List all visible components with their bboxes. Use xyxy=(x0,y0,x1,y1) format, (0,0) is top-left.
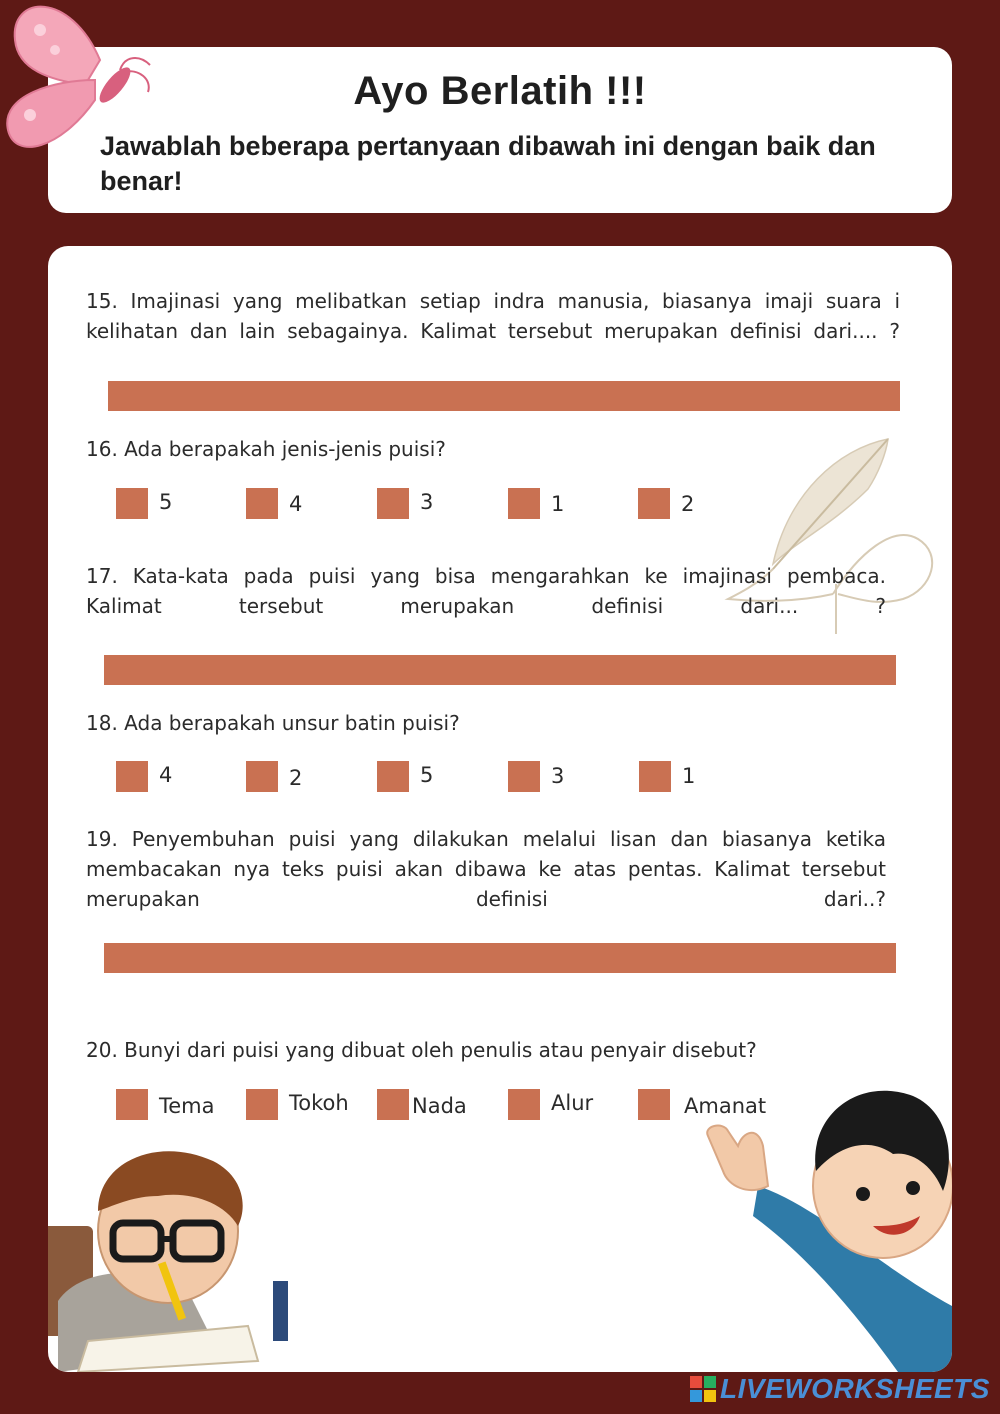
question-17: 17. Kata-kata pada puisi yang bisa mengarahkan ke imajinasi pembaca. Kalimat tersebut merupakan definisi dari... ? xyxy=(86,564,886,618)
checkbox[interactable] xyxy=(246,761,278,792)
checkbox[interactable] xyxy=(638,1089,670,1120)
waving-boy-illustration xyxy=(698,1076,952,1372)
butterfly-illustration xyxy=(0,0,160,160)
question-15: 15. Imajinasi yang melibatkan setiap indra manusia, biasanya imaji suara i kelihatan dan lain sebagainya. Kalimat tersebut merupakan definisi dari.... ? xyxy=(86,289,900,343)
checkbox[interactable] xyxy=(639,761,671,792)
option-label: 1 xyxy=(682,764,696,788)
option-label: 4 xyxy=(289,492,303,516)
question-18: 18. Ada berapakah unsur batin puisi? xyxy=(86,711,460,735)
checkbox[interactable] xyxy=(508,1089,540,1120)
checkbox[interactable] xyxy=(377,761,409,792)
answer-field-17[interactable] xyxy=(104,655,896,685)
answer-field-19[interactable] xyxy=(104,943,896,973)
option-label: 5 xyxy=(420,763,434,787)
option-label: 1 xyxy=(551,492,565,516)
option-label: Amanat xyxy=(684,1094,767,1118)
watermark-text: LIVEWORKSHEETS xyxy=(720,1373,990,1404)
option-label: 5 xyxy=(159,490,173,514)
student-writing-illustration xyxy=(48,1141,288,1372)
option-label: 3 xyxy=(551,764,565,788)
option-label: Tema xyxy=(159,1094,215,1118)
header-card xyxy=(48,47,952,213)
instructions-text: Jawablah beberapa pertanyaan dibawah ini dengan baik dan benar! xyxy=(100,131,876,196)
option-label: Nada xyxy=(412,1094,467,1118)
checkbox[interactable] xyxy=(246,1089,278,1120)
option-label: 3 xyxy=(420,490,434,514)
option-label: 2 xyxy=(681,492,695,516)
checkbox[interactable] xyxy=(377,488,409,519)
question-16: 16. Ada berapakah jenis-jenis puisi? xyxy=(86,437,446,461)
checkbox[interactable] xyxy=(116,1089,148,1120)
checkbox[interactable] xyxy=(638,488,670,519)
option-label: 4 xyxy=(159,763,173,787)
answer-field-15[interactable] xyxy=(108,381,900,411)
option-label: Alur xyxy=(551,1091,594,1115)
page-title: Ayo Berlatih !!! xyxy=(353,69,647,113)
liveworksheets-watermark xyxy=(690,1374,990,1404)
checkbox[interactable] xyxy=(246,488,278,519)
option-label: 2 xyxy=(289,766,303,790)
option-label: Tokoh xyxy=(289,1091,349,1115)
checkbox[interactable] xyxy=(508,761,540,792)
question-19: 19. Penyembuhan puisi yang dilakukan melalui lisan dan biasanya ketika membacakan nya teks puisi akan dibawa ke atas pentas. Kalimat tersebut merupakan definisi dari..? xyxy=(86,827,886,911)
liveworksheets-logo-icon xyxy=(690,1376,716,1402)
checkbox[interactable] xyxy=(377,1089,409,1120)
checkbox[interactable] xyxy=(508,488,540,519)
question-20: 20. Bunyi dari puisi yang dibuat oleh penulis atau penyair disebut? xyxy=(86,1038,757,1062)
questions-card xyxy=(48,246,952,1372)
checkbox[interactable] xyxy=(116,761,148,792)
checkbox[interactable] xyxy=(116,488,148,519)
